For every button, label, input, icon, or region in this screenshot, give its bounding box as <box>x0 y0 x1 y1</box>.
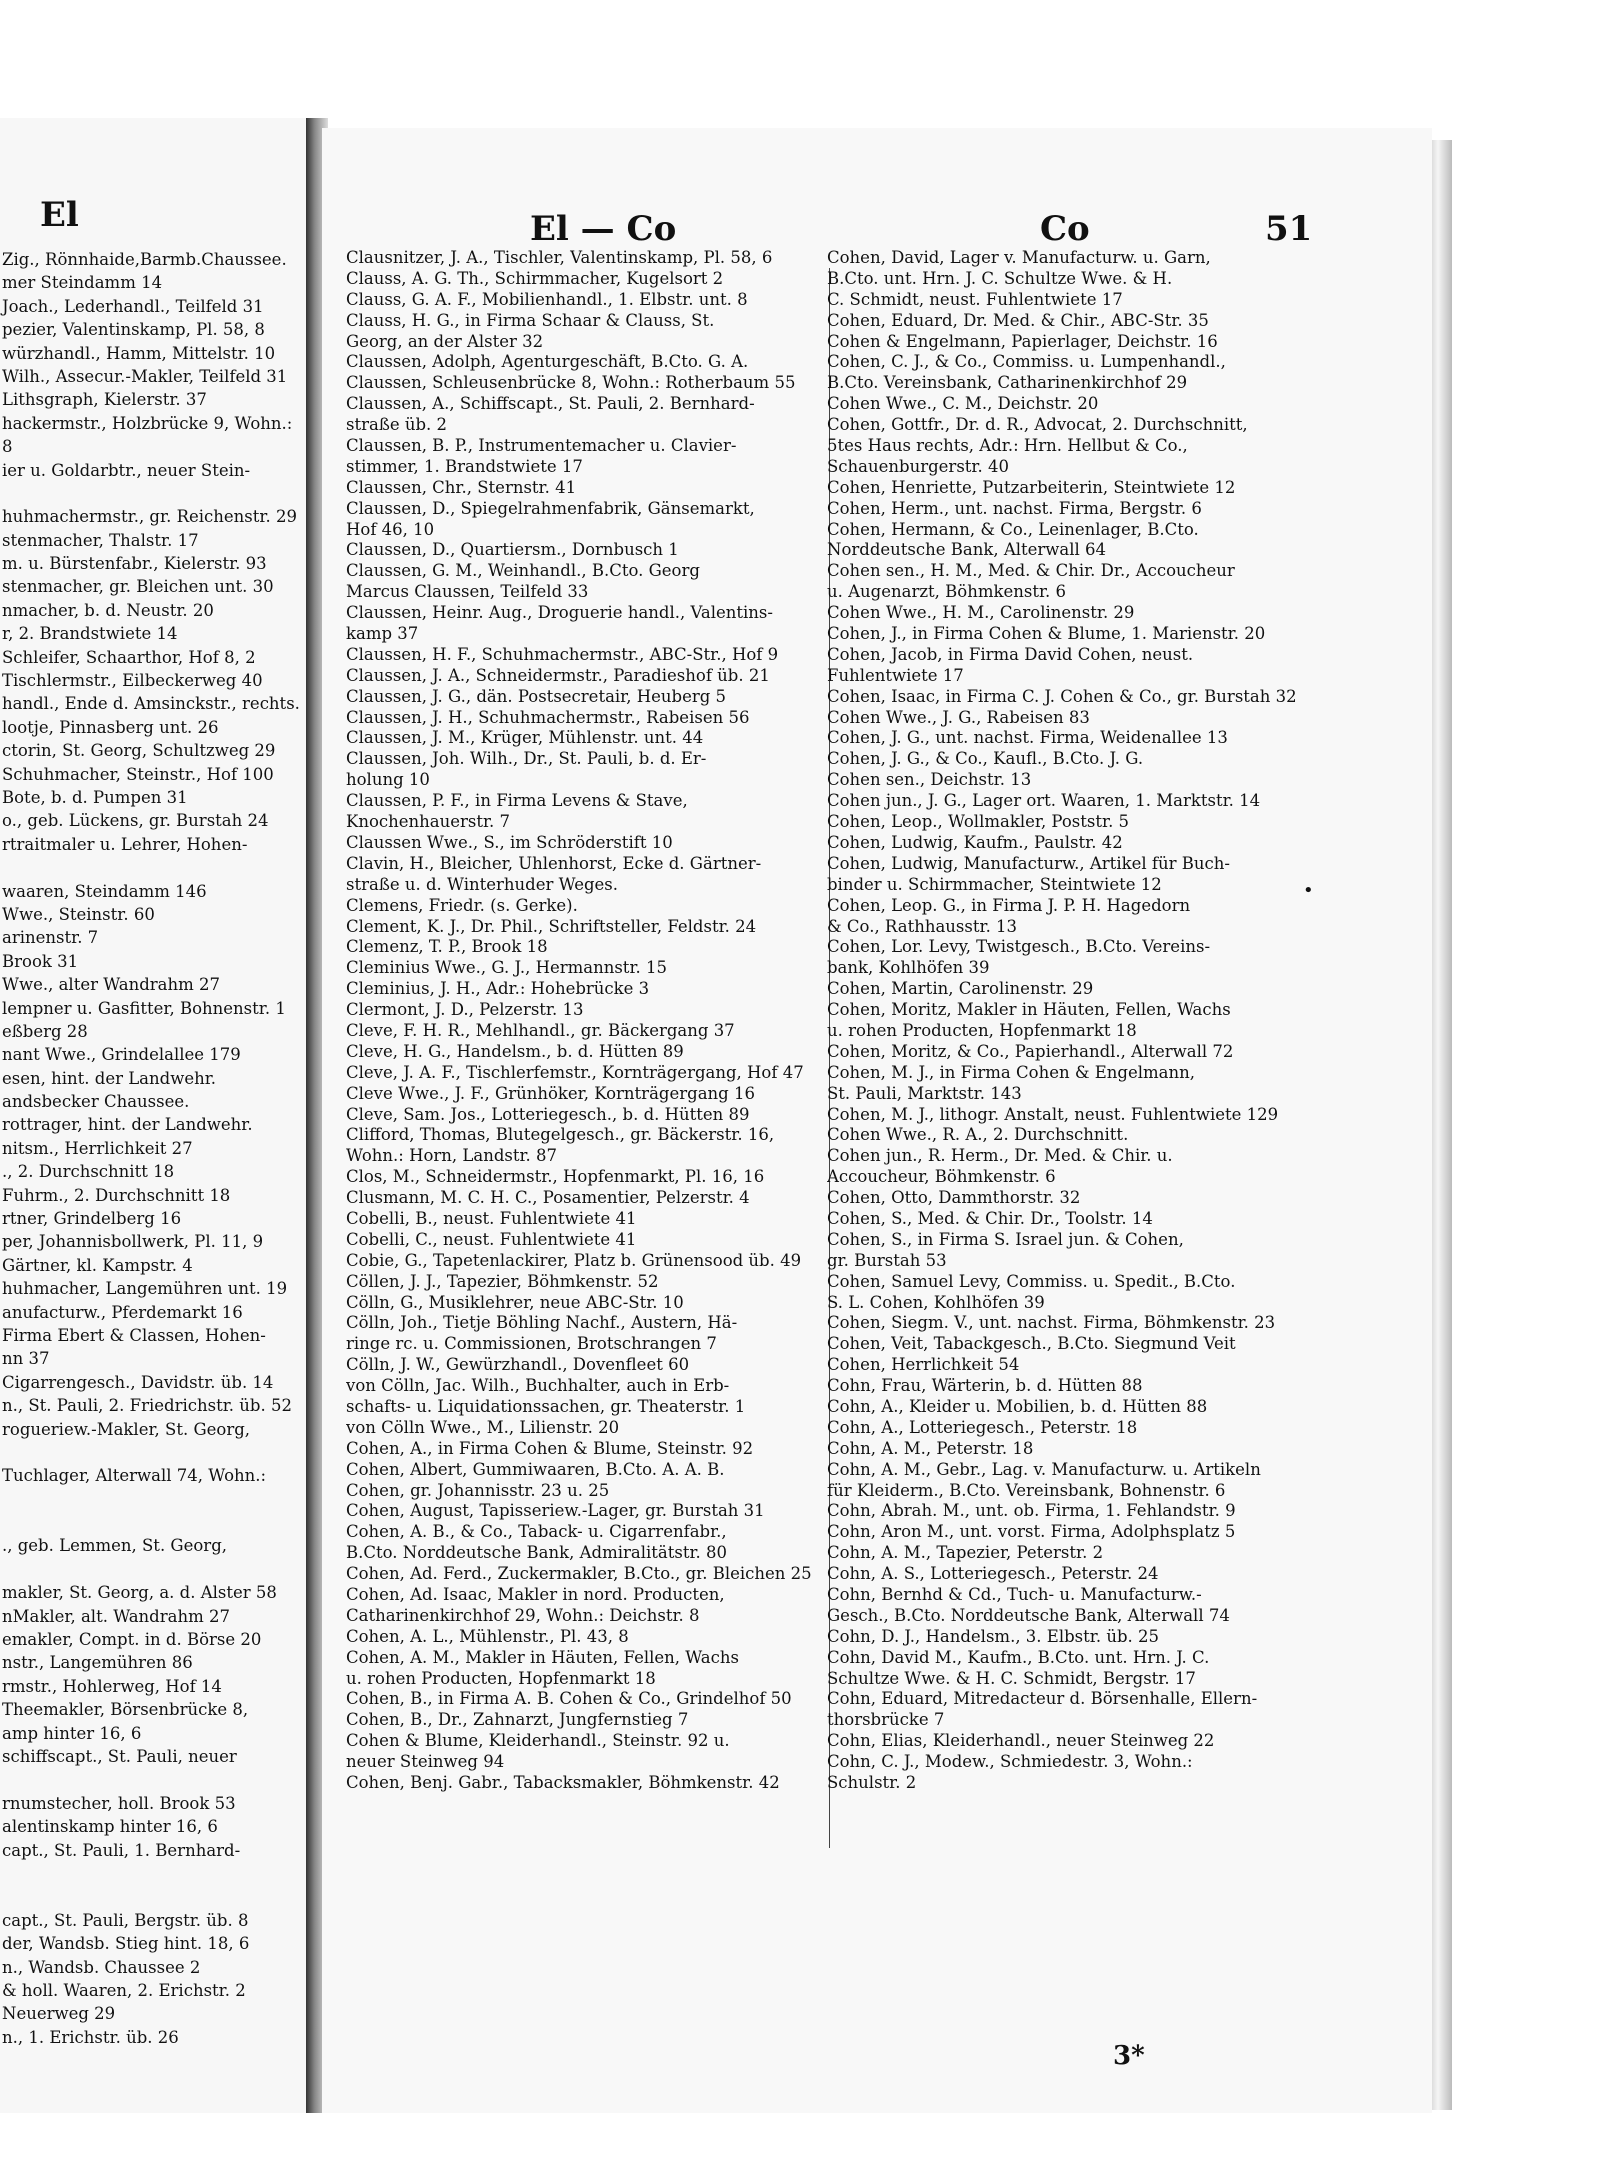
directory-entry-line: Clauss, H. G., in Firma Schaar & Clauss, St. <box>346 310 715 330</box>
directory-entry-line: Cohen, J., in Firma Cohen & Blume, 1. Marienstr. 20 <box>827 624 1266 644</box>
directory-entry-line: arinenstr. 7 <box>2 928 99 948</box>
directory-entry-line: Cohen, Lor. Levy, Twistgesch., B.Cto. Vereins- <box>827 937 1211 957</box>
directory-entry-line: würzhandl., Hamm, Mittelstr. 10 <box>2 343 276 363</box>
directory-entry-line: Clement, K. J., Dr. Phil., Schriftsteller, Feldstr. 24 <box>346 916 757 936</box>
directory-entry-line: Claussen Wwe., S., im Schröderstift 10 <box>346 832 673 852</box>
directory-entry-line: Cohen, A. L., Mühlenstr., Pl. 43, 8 <box>346 1626 629 1646</box>
directory-entry-line: Cohen sen., H. M., Med. & Chir. Dr., Accoucheur <box>827 561 1235 581</box>
directory-entry-line <box>0 1885 310 1908</box>
directory-entry-line: anufacturw., Pferdemarkt 16 <box>2 1302 243 1322</box>
directory-entry-line: lempner u. Gasfitter, Bohnenstr. 1 <box>2 998 286 1018</box>
directory-entry-line: von Cölln Wwe., M., Lilienstr. 20 <box>346 1417 620 1437</box>
directory-entry-line: Claussen, A., Schiffscapt., St. Pauli, 2. Bernhard- <box>346 394 755 414</box>
page-number: 51 <box>1265 209 1313 249</box>
directory-entry-line <box>0 1768 310 1791</box>
directory-entry-line: Cohn, A., Kleider u. Mobilien, b. d. Hütten 88 <box>827 1396 1208 1416</box>
directory-entry-line: Cohen, C. J., & Co., Commiss. u. Lumpenhandl., <box>827 352 1226 372</box>
directory-entry-line: rnumstecher, holl. Brook 53 <box>2 1793 236 1813</box>
directory-entry-line: ier u. Goldarbtr., neuer Stein- <box>2 460 251 480</box>
directory-entry-line: Cohen & Engelmann, Papierlager, Deichstr. 16 <box>827 331 1218 351</box>
directory-entry-line: Marcus Claussen, Teilfeld 33 <box>346 582 589 602</box>
directory-entry-line: u. rohen Producten, Hopfenmarkt 18 <box>827 1020 1137 1040</box>
directory-entry-line: Claussen, Adolph, Agenturgeschäft, B.Cto. G. A. <box>346 352 749 372</box>
directory-entry-line: Claussen, B. P., Instrumentemacher u. Clavier- <box>346 436 737 456</box>
directory-entry-line <box>0 1441 310 1464</box>
directory-entry-line: Claussen, D., Spiegelrahmenfabrik, Gänsemarkt, <box>346 498 755 518</box>
directory-entry-line: rmstr., Hohlerweg, Hof 14 <box>2 1676 222 1696</box>
directory-entry-line: ., 2. Durchschnitt 18 <box>2 1162 175 1182</box>
directory-entry-line: Hof 46, 10 <box>346 519 435 539</box>
directory-entry-line: binder u. Schirmmacher, Steintwiete 12 <box>827 874 1162 894</box>
directory-entry-line: Cohen, B., Dr., Zahnarzt, Jungfernstieg 7 <box>346 1710 689 1730</box>
directory-entry-line: Claussen, Chr., Sternstr. 41 <box>346 477 577 497</box>
directory-entry-line: Cohn, A. M., Peterstr. 18 <box>827 1438 1034 1458</box>
directory-entry-line: Cobelli, C., neust. Fuhlentwiete 41 <box>346 1229 637 1249</box>
directory-entry-line: Cohen, J. G., unt. nachst. Firma, Weidenallee 13 <box>827 728 1228 748</box>
directory-entry-line: Cohen, Siegm. V., unt. nachst. Firma, Böhmkenstr. 23 <box>827 1313 1276 1333</box>
directory-entry-line: Schulstr. 2 <box>827 1773 917 1793</box>
directory-entry-line: Schauenburgerstr. 40 <box>827 456 1009 476</box>
directory-entry-line: lootje, Pinnasberg unt. 26 <box>2 717 219 737</box>
directory-entry-line: B.Cto. Norddeutsche Bank, Admiralitätstr. 80 <box>346 1543 728 1563</box>
directory-entry-line: Cohn, A. M., Gebr., Lag. v. Manufacturw. u. Artikeln <box>827 1459 1261 1479</box>
directory-entry-line: gr. Burstah 53 <box>827 1250 947 1270</box>
directory-entry-line: Cohen, Gottfr., Dr. d. R., Advocat, 2. Durchschnitt, <box>827 415 1248 435</box>
directory-entry-line: Cohen, A., in Firma Cohen & Blume, Steinstr. 92 <box>346 1438 754 1458</box>
directory-entry-line: Georg, an der Alster 32 <box>346 331 544 351</box>
directory-entry-line: Fuhlentwiete 17 <box>827 665 964 685</box>
directory-entry-line: n., Wandsb. Chaussee 2 <box>2 1957 201 1977</box>
directory-entry-line: Cohn, Abrah. M., unt. ob. Firma, 1. Fehlandstr. 9 <box>827 1501 1236 1521</box>
directory-entry-line: rottrager, hint. der Landwehr. <box>2 1115 253 1135</box>
directory-entry-line: pezier, Valentinskamp, Pl. 58, 8 <box>2 320 265 340</box>
directory-entry-line: Cohn, Frau, Wärterin, b. d. Hütten 88 <box>827 1376 1143 1396</box>
directory-entry-line: capt., St. Pauli, 1. Bernhard- <box>2 1840 241 1860</box>
directory-entry-line: Lithsgraph, Kielerstr. 37 <box>2 390 207 410</box>
directory-entry-line: Schleifer, Schaarthor, Hof 8, 2 <box>2 647 256 667</box>
directory-entry-line: n., St. Pauli, 2. Friedrichstr. üb. 52 <box>2 1396 292 1416</box>
directory-entry-line: thorsbrücke 7 <box>827 1710 945 1730</box>
directory-entry-line: & Co., Rathhausstr. 13 <box>827 916 1018 936</box>
directory-entry-line: rtner, Grindelberg 16 <box>2 1209 182 1229</box>
directory-entry-line: emakler, Compt. in d. Börse 20 <box>2 1630 262 1650</box>
directory-entry-line: 5tes Haus rechts, Adr.: Hrn. Hellbut & Co., <box>827 436 1188 456</box>
directory-entry-line: B.Cto. unt. Hrn. J. C. Schultze Wwe. & H. <box>827 268 1173 288</box>
directory-entry-line: Cohen, Henriette, Putzarbeiterin, Steintwiete 12 <box>827 477 1236 497</box>
directory-entry-line: schiffscapt., St. Pauli, neuer <box>2 1747 237 1766</box>
directory-entry-line: Schuhmacher, Steinstr., Hof 100 <box>2 764 274 784</box>
directory-entry-line: Cohen, Leop. G., in Firma J. P. H. Hagedorn <box>827 895 1191 915</box>
directory-entry-line: huhmachermstr., gr. Reichenstr. 29 <box>2 507 297 527</box>
directory-entry-line: Cohen, Herrlichkeit 54 <box>827 1355 1020 1375</box>
directory-entry-line: Wilh., Assecur.-Makler, Teilfeld 31 <box>2 366 288 386</box>
directory-entry-line: Claussen, Heinr. Aug., Droguerie handl., Valentins- <box>346 603 773 623</box>
directory-entry-line: makler, St. Georg, a. d. Alster 58 <box>2 1583 277 1603</box>
directory-entry-line: Cohn, D. J., Handelsm., 3. Elbstr. üb. 25 <box>827 1626 1160 1646</box>
directory-entry-line: ringe rc. u. Commissionen, Brotschrangen 7 <box>346 1334 717 1354</box>
directory-entry-line: nitsm., Herrlichkeit 27 <box>2 1138 193 1158</box>
directory-entry-line: Firma Ebert & Classen, Hohen- <box>2 1325 266 1345</box>
directory-entry-line: von Cölln, Jac. Wilh., Buchhalter, auch in Erb- <box>346 1376 730 1396</box>
directory-entry-line: mer Steindamm 14 <box>2 273 163 293</box>
directory-entry-line: Cölln, J. W., Gewürzhandl., Dovenfleet 60 <box>346 1355 690 1375</box>
directory-entry-line: Schultze Wwe. & H. C. Schmidt, Bergstr. 17 <box>827 1668 1196 1688</box>
directory-column-1 <box>346 248 831 1794</box>
directory-entry-line: Cleve, H. G., Handelsm., b. d. Hütten 89 <box>346 1041 684 1061</box>
directory-entry-line: Cohen, M. J., in Firma Cohen & Engelmann, <box>827 1062 1196 1082</box>
directory-entry-line: Cohen, Otto, Dammthorstr. 32 <box>827 1188 1081 1208</box>
directory-entry-line: Cohen, Hermann, & Co., Leinenlager, B.Cto. <box>827 519 1199 539</box>
directory-entry-line: Claussen, J. H., Schuhmachermstr., Rabeisen 56 <box>346 707 750 727</box>
directory-entry-line: straße üb. 2 <box>346 415 448 435</box>
directory-entry-line: Cohen, A. B., & Co., Taback- u. Cigarrenfabr., <box>346 1522 727 1542</box>
directory-entry-line: Cohen, Samuel Levy, Commiss. u. Spedit., B.Cto. <box>827 1271 1236 1291</box>
directory-entry-line: Claussen, G. M., Weinhandl., B.Cto. Georg <box>346 561 700 581</box>
directory-entry-line: schafts- u. Liquidationssachen, gr. Theaterstr. 1 <box>346 1396 746 1416</box>
directory-entry-line: rtraitmaler u. Lehrer, Hohen- <box>2 834 248 854</box>
directory-entry-line: Cohn, A. M., Tapezier, Peterstr. 2 <box>827 1543 1104 1563</box>
directory-entry-line: Cohen Wwe., R. A., 2. Durchschnitt. <box>827 1125 1129 1145</box>
directory-entry-line: r, 2. Brandstwiete 14 <box>2 624 178 644</box>
directory-entry-line: Cohen, Herm., unt. nachst. Firma, Bergstr. 6 <box>827 498 1202 518</box>
directory-entry-line: Cohen, August, Tapisseriew.-Lager, gr. Burstah 31 <box>346 1501 765 1521</box>
directory-entry-line: Cohen, Jacob, in Firma David Cohen, neust. <box>827 644 1194 664</box>
center-header: El — Co <box>530 209 677 249</box>
directory-entry-line: nant Wwe., Grindelallee 179 <box>2 1045 241 1065</box>
directory-entry-line: Zig., Rönnhaide,Barmb.Chaussee. <box>2 250 287 269</box>
directory-entry-line: nmacher, b. d. Neustr. 20 <box>2 600 214 620</box>
directory-entry-line: Cohen, Ad. Isaac, Makler in nord. Producten, <box>346 1585 725 1604</box>
directory-entry-line: Tischlermstr., Eilbeckerweg 40 <box>2 671 263 691</box>
directory-entry-line: Clavin, H., Bleicher, Uhlenhorst, Ecke d. Gärtner- <box>346 853 762 873</box>
directory-entry-line: Claussen, J. G., dän. Postsecretair, Heuberg 5 <box>346 686 727 706</box>
directory-entry-line: Bote, b. d. Pumpen 31 <box>2 787 188 807</box>
directory-entry-line: Wwe., alter Wandrahm 27 <box>2 975 221 995</box>
directory-entry-line: Gärtner, kl. Kampstr. 4 <box>2 1255 193 1275</box>
directory-entry-line: Cohn, Elias, Kleiderhandl., neuer Steinweg 22 <box>827 1731 1215 1751</box>
directory-entry-line: Cohen, gr. Johannisstr. 23 u. 25 <box>346 1480 610 1500</box>
directory-entry-line: Cohn, A. S., Lotteriegesch., Peterstr. 24 <box>827 1564 1159 1584</box>
directory-entry-line: o., geb. Lückens, gr. Burstah 24 <box>2 811 269 831</box>
directory-entry-line: alentinskamp hinter 16, 6 <box>2 1817 218 1837</box>
directory-entry-line: esen, hint. der Landwehr. <box>2 1068 217 1088</box>
directory-entry-line: Cölln, G., Musiklehrer, neue ABC-Str. 10 <box>346 1292 684 1312</box>
directory-entry-line: für Kleiderm., B.Cto. Vereinsbank, Bohnenstr. 6 <box>827 1480 1226 1500</box>
directory-entry-line: Cohen, Veit, Tabackgesch., B.Cto. Siegmund Veit <box>827 1334 1236 1354</box>
signature-mark: 3* <box>1113 2041 1145 2071</box>
directory-entry-line: Wwe., Steinstr. 60 <box>2 904 155 924</box>
directory-entry-line: Cohn, Aron M., unt. vorst. Firma, Adolphsplatz 5 <box>827 1522 1236 1542</box>
directory-entry-line: Cohen Wwe., C. M., Deichstr. 20 <box>827 394 1099 414</box>
directory-entry-line: Cohn, Eduard, Mitredacteur d. Börsenhalle, Ellern- <box>827 1689 1258 1709</box>
directory-entry-line: ctorin, St. Georg, Schultzweg 29 <box>2 741 276 761</box>
directory-entry-line: Cohen, Ludwig, Manufacturw., Artikel für Buch- <box>827 853 1230 873</box>
directory-entry-line: straße u. d. Winterhuder Weges. <box>346 874 619 894</box>
directory-entry-line: n., 1. Erichstr. üb. 26 <box>2 2027 179 2047</box>
directory-entry-line: Knochenhauerstr. 7 <box>346 812 511 832</box>
directory-entry-line: der, Wandsb. Stieg hint. 18, 6 <box>2 1934 250 1954</box>
directory-entry-line: Cohn, C. J., Modew., Schmiedestr. 3, Wohn.: <box>827 1752 1193 1772</box>
directory-entry-line: andsbecker Chaussee. <box>2 1092 190 1112</box>
directory-entry-line: Cohen, Moritz, & Co., Papierhandl., Alterwall 72 <box>827 1041 1234 1061</box>
directory-entry-line: Cohen, Eduard, Dr. Med. & Chir., ABC-Str. 35 <box>827 310 1209 330</box>
directory-entry-line: Neuerweg 29 <box>2 2004 116 2024</box>
directory-entry-line: & holl. Waaren, 2. Erichstr. 2 <box>2 1980 246 2000</box>
directory-entry-line: Cohen & Blume, Kleiderhandl., Steinstr. 92 u. <box>346 1731 730 1751</box>
directory-entry-line: Clemenz, T. P., Brook 18 <box>346 937 548 957</box>
directory-entry-line: Cohen Wwe., J. G., Rabeisen 83 <box>827 707 1090 727</box>
directory-entry-line: Cohen sen., Deichstr. 13 <box>827 770 1032 790</box>
directory-column-2 <box>827 248 1312 1794</box>
directory-entry-line: u. Augenarzt, Böhmkenstr. 6 <box>827 582 1067 602</box>
directory-entry-line: B.Cto. Vereinsbank, Catharinenkirchhof 29 <box>827 373 1188 393</box>
directory-entry-line: Cohen, David, Lager v. Manufacturw. u. Garn, <box>827 248 1211 267</box>
directory-entry-line: Cohen Wwe., H. M., Carolinenstr. 29 <box>827 603 1135 623</box>
directory-entry-line: Cohn, A., Lotteriegesch., Peterstr. 18 <box>827 1417 1138 1437</box>
directory-entry-line: huhmacher, Langemühren unt. 19 <box>2 1279 288 1299</box>
directory-entry-line: Claussen, J. M., Krüger, Mühlenstr. unt. 44 <box>346 728 704 748</box>
directory-entry-line: waaren, Steindamm 146 <box>2 881 207 901</box>
directory-entry-line: handl., Ende d. Amsinckstr., rechts. <box>2 694 300 714</box>
left-page-entries <box>0 248 310 2049</box>
ink-speck: • <box>1303 880 1314 901</box>
directory-entry-line: Brook 31 <box>2 951 79 971</box>
directory-entry-line: Cohen, A. M., Makler in Häuten, Fellen, Wachs <box>346 1647 739 1667</box>
directory-entry-line: u. rohen Producten, Hopfenmarkt 18 <box>346 1668 656 1688</box>
directory-entry-line: Claussen, H. F., Schuhmachermstr., ABC-Str., Hof 9 <box>346 644 779 664</box>
directory-entry-line: Clermont, J. D., Pelzerstr. 13 <box>346 1000 584 1020</box>
directory-entry-line: Cleve, F. H. R., Mehlhandl., gr. Bäckergang 37 <box>346 1020 735 1040</box>
directory-entry-line: Joach., Lederhandl., Teilfeld 31 <box>2 296 264 316</box>
directory-entry-line: Theemakler, Börsenbrücke 8, <box>2 1700 249 1720</box>
directory-entry-line: Claussen, D., Quartiersm., Dornbusch 1 <box>346 540 679 560</box>
directory-entry-line: Cohen, J. G., & Co., Kaufl., B.Cto. J. G. <box>827 749 1144 769</box>
directory-entry-line: Cohen, Benj. Gabr., Tabacksmakler, Böhmkenstr. 42 <box>346 1773 780 1793</box>
directory-entry-line: Norddeutsche Bank, Alterwall 64 <box>827 540 1107 560</box>
directory-entry-line: stenmacher, gr. Bleichen unt. 30 <box>2 577 274 597</box>
directory-entry-line: Claussen, P. F., in Firma Levens & Stave, <box>346 791 688 811</box>
directory-entry-line: Cleve, Sam. Jos., Lotteriegesch., b. d. Hütten 89 <box>346 1104 750 1124</box>
directory-entry-line: kamp 37 <box>346 624 419 644</box>
directory-entry-line: Clausnitzer, J. A., Tischler, Valentinskamp, Pl. 58, 6 <box>346 248 773 267</box>
directory-entry-line: holung 10 <box>346 770 430 790</box>
directory-entry-line: hackermstr., Holzbrücke 9, Wohn.: <box>2 413 293 433</box>
directory-entry-line: capt., St. Pauli, Bergstr. üb. 8 <box>2 1910 249 1930</box>
directory-entry-line: Cohen, Leop., Wollmakler, Poststr. 5 <box>827 812 1130 832</box>
directory-entry-line <box>0 1488 310 1511</box>
directory-entry-line: stimmer, 1. Brandstwiete 17 <box>346 456 583 476</box>
directory-entry-line: Cohen, Isaac, in Firma C. J. Cohen & Co., gr. Burstah 32 <box>827 686 1297 706</box>
directory-entry-line: Cohen, Martin, Carolinenstr. 29 <box>827 979 1094 999</box>
directory-entry-line: Cohn, David M., Kaufm., B.Cto. unt. Hrn. J. C. <box>827 1647 1210 1667</box>
directory-entry-line: stenmacher, Thalstr. 17 <box>2 530 199 550</box>
directory-entry-line: Cohen, Moritz, Makler in Häuten, Fellen, Wachs <box>827 1000 1231 1020</box>
directory-entry-line: Clauss, G. A. F., Mobilienhandl., 1. Elbstr. unt. 8 <box>346 289 748 309</box>
directory-entry-line: Gesch., B.Cto. Norddeutsche Bank, Alterwall 74 <box>827 1605 1230 1625</box>
directory-entry-line: Cleminius Wwe., G. J., Hermannstr. 15 <box>346 958 668 978</box>
directory-entry-line: Cohen, B., in Firma A. B. Cohen & Co., Grindelhof 50 <box>346 1689 792 1709</box>
directory-entry-line: Cleve, J. A. F., Tischlerfemstr., Kornträgergang, Hof 47 <box>346 1062 804 1082</box>
directory-entry-line <box>0 856 310 879</box>
left-page-header: El <box>40 195 79 235</box>
directory-entry-line: Cohen jun., J. G., Lager ort. Waaren, 1. Marktstr. 14 <box>827 791 1261 811</box>
directory-entry-line: per, Johannisbollwerk, Pl. 11, 9 <box>2 1232 264 1252</box>
directory-entry-line: Cohen, S., Med. & Chir. Dr., Toolstr. 14 <box>827 1208 1153 1228</box>
directory-entry-line: rogueriew.-Makler, St. Georg, <box>2 1419 251 1439</box>
directory-entry-line: Fuhrm., 2. Durchschnitt 18 <box>2 1185 231 1205</box>
page-edge <box>1432 140 1452 2110</box>
right-header: Co <box>1040 209 1090 249</box>
directory-entry-line: Wohn.: Horn, Landstr. 87 <box>346 1146 558 1166</box>
directory-entry-line: Clusmann, M. C. H. C., Posamentier, Pelzerstr. 4 <box>346 1188 750 1208</box>
directory-entry-line: Cleve Wwe., J. F., Grünhöker, Kornträgergang 16 <box>346 1083 755 1103</box>
directory-entry-line: Cohen jun., R. Herm., Dr. Med. & Chir. u. <box>827 1146 1173 1166</box>
directory-entry-line <box>0 1558 310 1581</box>
directory-entry-line: Claussen, Schleusenbrücke 8, Wohn.: Rotherbaum 55 <box>346 373 796 393</box>
directory-entry-line: St. Pauli, Marktstr. 143 <box>827 1083 1022 1103</box>
directory-entry-line: Cigarrengesch., Davidstr. üb. 14 <box>2 1372 274 1392</box>
directory-entry-line: Cölln, Joh., Tietje Böhling Nachf., Austern, Hä- <box>346 1313 738 1333</box>
directory-entry-line: Claussen, J. A., Schneidermstr., Paradieshof üb. 21 <box>346 665 770 685</box>
directory-entry-line: Clauss, A. G. Th., Schirmmacher, Kugelsort 2 <box>346 268 724 288</box>
directory-entry-line: Catharinenkirchhof 29, Wohn.: Deichstr. 8 <box>346 1605 700 1625</box>
directory-entry-line: amp hinter 16, 6 <box>2 1723 142 1743</box>
directory-entry-line <box>0 482 310 505</box>
directory-entry-line: Cobelli, B., neust. Fuhlentwiete 41 <box>346 1208 637 1228</box>
directory-entry-line: neuer Steinweg 94 <box>346 1752 505 1772</box>
directory-entry-line: C. Schmidt, neust. Fuhlentwiete 17 <box>827 289 1123 309</box>
directory-entry-line: nMakler, alt. Wandrahm 27 <box>2 1606 230 1626</box>
directory-entry-line: Claussen, Joh. Wilh., Dr., St. Pauli, b. d. Er- <box>346 749 707 769</box>
directory-entry-line: Clifford, Thomas, Blutegelgesch., gr. Bäckerstr. 16, <box>346 1125 775 1145</box>
directory-entry-line: Cöllen, J. J., Tapezier, Böhmkenstr. 52 <box>346 1271 659 1291</box>
directory-entry-line: Cobie, G., Tapetenlackirer, Platz b. Grünensood üb. 49 <box>346 1250 802 1270</box>
directory-entry-line: Cohen, Albert, Gummiwaaren, B.Cto. A. A. B. <box>346 1459 725 1479</box>
directory-entry-line: Cohen, S., in Firma S. Israel jun. & Cohen, <box>827 1229 1184 1249</box>
directory-entry-line: nstr., Langemühren 86 <box>2 1653 193 1673</box>
directory-entry-line: bank, Kohlhöfen 39 <box>827 958 990 978</box>
directory-entry-line <box>0 1862 310 1885</box>
directory-entry-line: 8 <box>2 437 13 457</box>
directory-entry-line: Cohen, Ad. Ferd., Zuckermakler, B.Cto., gr. Bleichen 25 <box>346 1564 812 1584</box>
directory-entry-line: Cohen, Ludwig, Kaufm., Paulstr. 42 <box>827 832 1123 852</box>
directory-entry-line <box>0 1511 310 1534</box>
directory-entry-line: eßberg 28 <box>2 1021 88 1041</box>
directory-entry-line: Clemens, Friedr. (s. Gerke). <box>346 895 578 915</box>
directory-entry-line: m. u. Bürstenfabr., Kielerstr. 93 <box>2 554 267 574</box>
directory-entry-line: Cohn, Bernhd & Cd., Tuch- u. Manufacturw.- <box>827 1585 1202 1604</box>
directory-entry-line: nn 37 <box>2 1349 50 1369</box>
directory-entry-line: ., geb. Lemmen, St. Georg, <box>2 1536 228 1556</box>
directory-entry-line: Clos, M., Schneidermstr., Hopfenmarkt, Pl. 16, 16 <box>346 1167 765 1187</box>
directory-entry-line: S. L. Cohen, Kohlhöfen 39 <box>827 1292 1045 1312</box>
directory-entry-line: Cleminius, J. H., Adr.: Hohebrücke 3 <box>346 979 650 999</box>
directory-entry-line: Accoucheur, Böhmkenstr. 6 <box>827 1167 1056 1187</box>
directory-entry-line: Tuchlager, Alterwall 74, Wohn.: <box>2 1466 267 1486</box>
directory-entry-line: Cohen, M. J., lithogr. Anstalt, neust. Fuhlentwiete 129 <box>827 1104 1279 1124</box>
